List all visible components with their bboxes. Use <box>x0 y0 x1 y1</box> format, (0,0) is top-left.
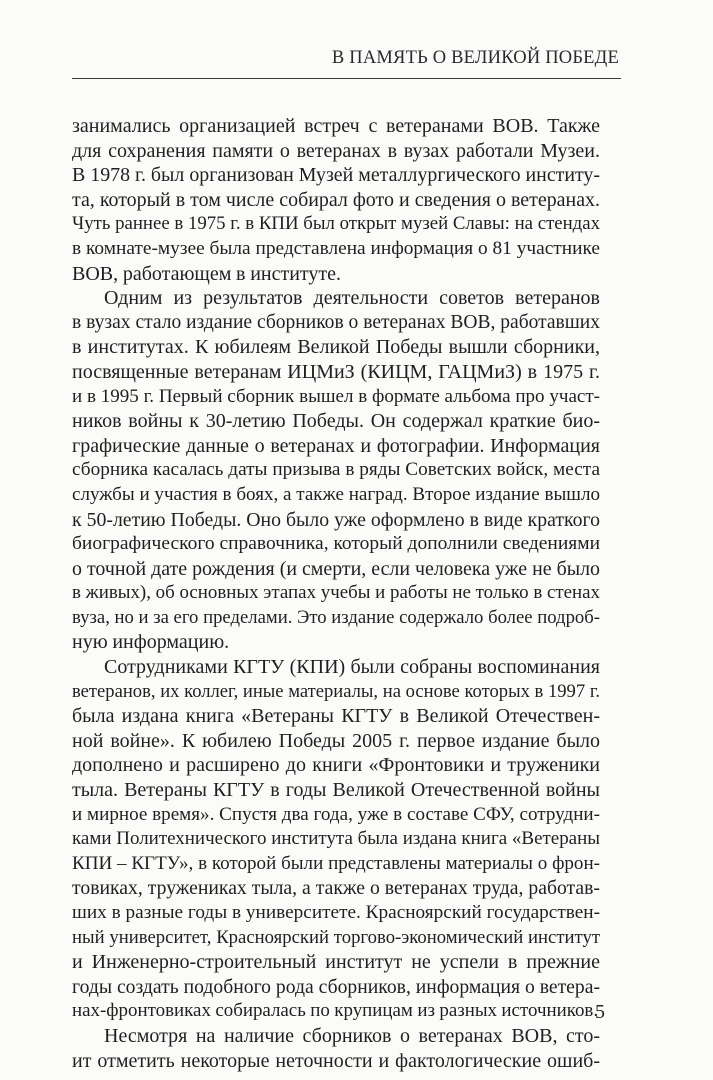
text-line: ную информацию. <box>72 631 230 654</box>
text-line: дополнено и расширено до книги «Фронтовики и труженики <box>72 754 600 777</box>
text-line: нах-фронтовиках собиралась по крупицам из разных источников. <box>72 1000 599 1022</box>
running-header-title: В ПАМЯТЬ О ВЕЛИКОЙ ПОБЕДЕ <box>331 48 619 68</box>
text-line: ветеранов, их коллег, иные материалы, на основе которых в 1997 г. <box>72 680 600 702</box>
text-line: ной войне». К юбилею Победы 2005 г. первое издание было <box>72 729 600 752</box>
text-line: сборника касалась даты призыва в ряды Советских войск, места <box>72 459 600 481</box>
text-line: вуза, но и за его пределами. Это издание содержало более подроб- <box>72 606 600 628</box>
text-line: в комнате-музее была представлена информация о 81 участнике <box>72 237 600 259</box>
text-line: Чуть раннее в 1975 г. в КПИ был открыт музей Славы: на стендах <box>72 213 600 235</box>
text-line: для сохранения памяти о ветеранах в вузах работали Музеи. <box>72 139 600 162</box>
page-number: 5 <box>595 1001 605 1023</box>
text-line: и Инженерно-строительный институт не успели в прежние <box>72 951 600 974</box>
text-line: ников войны к 30-летию Победы. Он содержал краткие био- <box>72 410 600 433</box>
running-header <box>72 42 621 79</box>
text-line: в вузах стало издание сборников о ветеранах ВОВ, работавших <box>72 311 600 333</box>
text-line: ших в разные годы в университете. Красноярский государствен- <box>72 902 600 923</box>
text-line: В 1978 г. был организован Музей металлургического институ- <box>72 164 600 187</box>
text-line: службы и участия в боях, а также наград. Второе издание вышло <box>72 483 600 505</box>
text-line: КПИ – КГТУ», в которой были представлены материалы о фрон- <box>72 852 600 874</box>
text-line: та, который в том числе собирал фото и сведения о ветеранах. <box>72 188 600 211</box>
text-line: товиках, тружениках тыла, а также о ветеранах труда, работав- <box>72 877 600 900</box>
text-line: Сотрудниками КГТУ (КПИ) были собраны воспоминания <box>104 656 600 679</box>
text-line: ный университет, Красноярский торгово-экономический институт <box>72 926 600 948</box>
text-line: графические данные о ветеранах и фотографии. Информация <box>72 434 600 457</box>
text-line: годы создать подобного рода сборников, информация о ветера- <box>72 975 600 998</box>
text-line: тыла. Ветераны КГТУ в годы Великой Отечественной войны <box>72 779 600 802</box>
text-line: посвященные ветеранам ИЦМиЗ (КИЦМ, ГАЦМиЗ) в 1975 г. <box>72 360 600 383</box>
text-line: в институтах. К юбилеям Великой Победы вышли сборники, <box>72 336 600 359</box>
text-line: и в 1995 г. Первый сборник вышел в формате альбома про участ- <box>72 385 600 407</box>
text-line: ками Политехнического института была издана книга «Ветераны <box>72 828 600 850</box>
text-line: была издана книга «Ветераны КГТУ в Великой Отечествен- <box>72 705 600 728</box>
text-line: Одним из результатов деятельности советов ветеранов <box>104 287 600 310</box>
text-line: в живых), об основных этапах учебы и работы не только в стенах <box>72 582 600 604</box>
text-line: Несмотря на наличие сборников о ветеранах ВОВ, сто- <box>104 1024 600 1047</box>
text-line: к 50-летию Победы. Оно было уже оформлено в виде краткого <box>72 508 600 531</box>
text-line: биографического справочника, который дополнили сведениями <box>72 533 600 555</box>
text-line: ВОВ, работающем в институте. <box>72 262 342 285</box>
body-text <box>72 114 600 1073</box>
text-line: о точной дате рождения (и смерти, если человека уже не было <box>72 557 600 580</box>
text-line: и мирное время». Спустя два года, уже в составе СФУ, сотрудни- <box>72 803 600 825</box>
text-line: ит отметить некоторые неточности и фактологические ошиб- <box>72 1049 600 1072</box>
text-line: занимались организацией встреч с ветеранами ВОВ. Также <box>72 115 600 137</box>
